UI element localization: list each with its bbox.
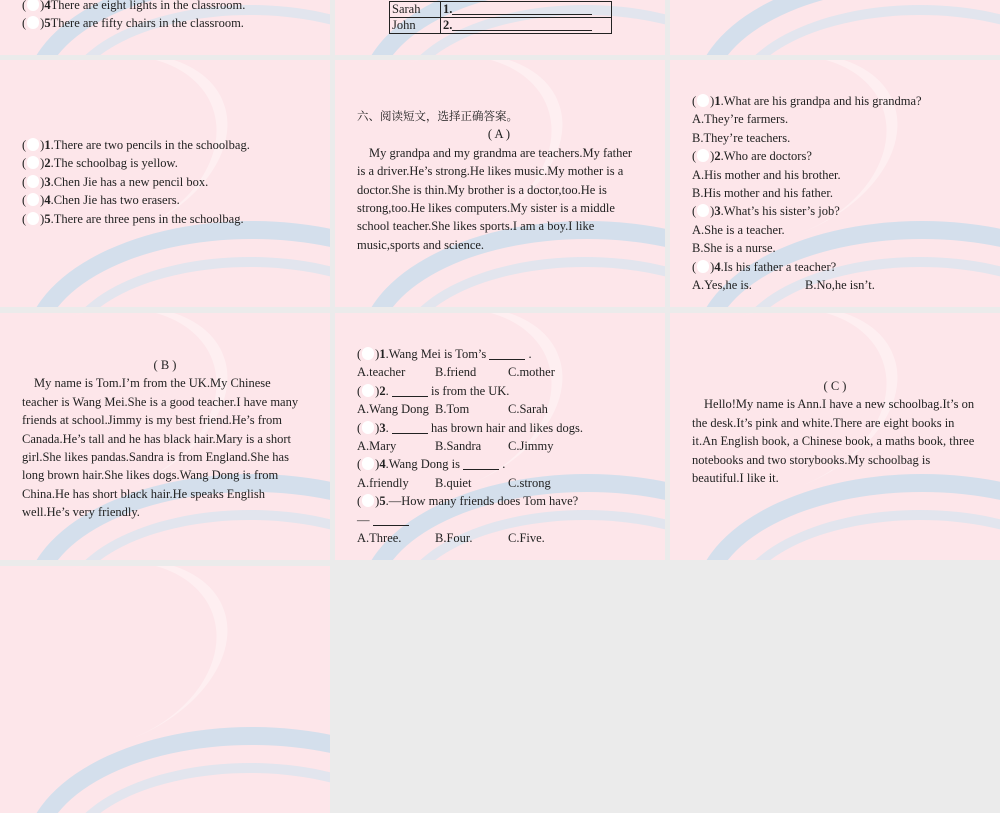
answer-table bbox=[389, 1, 612, 34]
slide-2 bbox=[335, 0, 665, 55]
question-text: . bbox=[502, 457, 506, 472]
item-number: 2 bbox=[44, 156, 51, 171]
question: ( )2.Who are doctors? bbox=[692, 149, 812, 164]
option-row bbox=[357, 363, 645, 381]
question-list bbox=[692, 92, 980, 294]
reading-section-c bbox=[692, 377, 978, 487]
fill-blank[interactable] bbox=[463, 457, 499, 470]
question-text: . bbox=[528, 347, 532, 361]
statement-item: ( )3.Chen Jie has a new pencil box. bbox=[22, 174, 209, 189]
option-a[interactable]: A.friendly bbox=[357, 475, 409, 490]
answer-blank[interactable] bbox=[697, 204, 709, 217]
statement-list bbox=[22, 136, 310, 228]
option-row bbox=[357, 400, 645, 418]
answer-blank[interactable] bbox=[27, 193, 39, 206]
item-number: 3 bbox=[379, 420, 386, 435]
slide-5 bbox=[335, 60, 665, 307]
question-text: . bbox=[385, 383, 389, 398]
item-number: 4 bbox=[44, 193, 51, 208]
statement-text: There are three pens in the schoolbag. bbox=[53, 211, 244, 226]
option-b[interactable]: B.Sandra bbox=[435, 439, 482, 454]
dash: — bbox=[357, 512, 370, 527]
question-text: .—How many friends does Tom have? bbox=[385, 494, 579, 509]
statement-item: ( )5.There are three pens in the schoolbag. bbox=[22, 211, 244, 226]
answer-blank[interactable] bbox=[362, 347, 374, 360]
question: ( )1.Wang Mei is Tom’s . bbox=[357, 347, 532, 361]
option-row bbox=[692, 276, 980, 294]
statement-list bbox=[22, 0, 310, 33]
question: ( )1.What are his grandpa and his grandma? bbox=[692, 94, 922, 108]
statement-item: ( )4There are eight lights in the classroom. bbox=[22, 0, 246, 12]
option-b[interactable]: B.Four. bbox=[435, 531, 473, 546]
slide-7 bbox=[0, 313, 330, 560]
reading-section-b bbox=[22, 356, 308, 522]
answer-blank[interactable] bbox=[27, 175, 39, 188]
fill-blank[interactable] bbox=[392, 384, 428, 397]
fill-blank[interactable] bbox=[392, 421, 428, 434]
question: ( )3. has brown hair and likes dogs. bbox=[357, 420, 584, 435]
item-number: 3 bbox=[44, 174, 51, 189]
statement-item: ( )2.The schoolbag is yellow. bbox=[22, 156, 178, 171]
option-a[interactable]: A.They’re farmers. bbox=[692, 112, 789, 127]
item-number: 4 bbox=[44, 0, 51, 12]
question-text: Wang Dong is bbox=[388, 457, 460, 472]
table-row bbox=[390, 2, 612, 18]
question-text: Is his father a teacher? bbox=[723, 259, 837, 274]
answer-blank[interactable] bbox=[362, 494, 374, 507]
option-b[interactable]: B.No,he isn’t. bbox=[805, 278, 875, 293]
option-row bbox=[357, 437, 645, 455]
item-number: 5 bbox=[44, 211, 51, 226]
answer-line[interactable] bbox=[452, 18, 592, 31]
question-text: What’s his sister’s job? bbox=[723, 204, 840, 219]
answer-line-row bbox=[357, 511, 645, 529]
option-row bbox=[357, 474, 645, 492]
option-b[interactable]: B.His mother and his father. bbox=[692, 186, 833, 201]
question-text: is from the UK. bbox=[430, 383, 510, 398]
question-text: Wang Mei is Tom’s bbox=[388, 347, 487, 361]
statement-text: Chen Jie has a new pencil box. bbox=[53, 174, 209, 189]
option-c[interactable]: C.Sarah bbox=[508, 402, 548, 417]
item-number: 1. bbox=[443, 2, 453, 16]
wave-decoration bbox=[670, 0, 925, 29]
option-b[interactable]: B.They’re teachers. bbox=[692, 130, 791, 145]
item-number: 4 bbox=[714, 259, 721, 274]
answer-blank[interactable] bbox=[697, 260, 709, 273]
option-a[interactable]: A.teacher bbox=[357, 365, 406, 380]
answer-blank[interactable] bbox=[697, 94, 709, 107]
option-b[interactable]: B.quiet bbox=[435, 475, 472, 490]
answer-blank[interactable] bbox=[362, 384, 374, 397]
slide-3 bbox=[670, 0, 1000, 55]
item-number: 5 bbox=[44, 16, 51, 31]
slide-9 bbox=[670, 313, 1000, 560]
answer-blank[interactable] bbox=[27, 138, 39, 151]
item-number: 2. bbox=[443, 18, 453, 32]
passage-text: Hello!My name is Ann.I have a new schoolbag.It’s on the desk.It’s pink and white.There are eight books in it.An English book, a Chinese book, a maths book, three notebooks and two storybooks.My schoolbag is beautiful.I like it. bbox=[692, 397, 975, 486]
option-c[interactable]: C.mother bbox=[508, 365, 555, 380]
option-b[interactable]: B.Tom bbox=[435, 402, 470, 417]
option-a[interactable]: A.Wang Dong bbox=[357, 402, 429, 417]
fill-blank[interactable] bbox=[489, 347, 525, 360]
question: ( )3.What’s his sister’s job? bbox=[692, 204, 840, 219]
item-number: 1 bbox=[44, 138, 51, 152]
reading-section-a bbox=[357, 107, 641, 254]
answer-blank[interactable] bbox=[697, 149, 709, 162]
slide-6 bbox=[670, 60, 1000, 307]
passage-label: ( A ) bbox=[487, 127, 511, 142]
option-c[interactable]: C.strong bbox=[508, 475, 551, 490]
table-cell-name: John bbox=[390, 18, 441, 34]
item-number: 4 bbox=[379, 457, 386, 472]
section-heading: 六、阅读短文，选择正确答案。 bbox=[357, 109, 518, 123]
statement-text: There are fifty chairs in the classroom. bbox=[50, 16, 244, 31]
answer-blank[interactable] bbox=[27, 156, 39, 169]
passage-text: My name is Tom.I’m from the UK.My Chinese teacher is Wang Mei.She is a good teacher.I have many friends at school.Jimmy is my best friend.He’s from Canada.He’s tall and he has black hair.Mary is a short girl.She likes pandas.Sandra is from England.She has long brown hair.She likes dogs.Wang Dong is from China.He has short black hair.He speaks English well.He’s very friendly. bbox=[22, 376, 299, 520]
question: ( )4.Wang Dong is . bbox=[357, 457, 506, 472]
option-a[interactable]: A.She is a teacher. bbox=[692, 222, 785, 237]
wave-decoration bbox=[0, 566, 255, 787]
item-number: 3 bbox=[714, 204, 721, 219]
slide-1 bbox=[0, 0, 330, 55]
fill-blank[interactable] bbox=[373, 513, 409, 526]
statement-item: ( )5There are fifty chairs in the classroom. bbox=[22, 16, 244, 31]
answer-blank[interactable] bbox=[27, 0, 39, 11]
answer-blank[interactable] bbox=[362, 457, 374, 470]
item-number: 2 bbox=[714, 149, 721, 164]
table-cell-name: Sarah bbox=[390, 2, 441, 18]
option-a[interactable]: A.His mother and his brother. bbox=[692, 167, 841, 182]
question: ( )2. is from the UK. bbox=[357, 383, 510, 398]
item-number: 1 bbox=[379, 347, 386, 361]
question: ( )4.Is his father a teacher? bbox=[692, 259, 837, 274]
table-cell-answer[interactable] bbox=[441, 2, 612, 18]
question-text: has brown hair and likes dogs. bbox=[430, 420, 584, 435]
slide-4 bbox=[0, 60, 330, 307]
statement-text: There are two pencils in the schoolbag. bbox=[53, 138, 250, 152]
option-a[interactable]: A.Three. bbox=[357, 531, 402, 546]
question: ( )5.—How many friends does Tom have? bbox=[357, 494, 579, 509]
table-cell-answer[interactable] bbox=[441, 18, 612, 34]
item-number: 2 bbox=[379, 383, 386, 398]
item-number: 1 bbox=[714, 94, 721, 108]
answer-blank[interactable] bbox=[27, 212, 39, 225]
passage-text: My grandpa and my grandma are teachers.My father is a driver.He’s strong.He likes music.My mother is a doctor.She is thin.My brother is a doctor,too.He is strong,too.He likes computers.My sister is a middle school teacher.She likes sports.I am a boy.I like music,sports and science. bbox=[357, 145, 633, 252]
passage-label: ( C ) bbox=[823, 379, 847, 393]
statement-text: There are eight lights in the classroom. bbox=[50, 0, 246, 12]
answer-blank[interactable] bbox=[362, 421, 374, 434]
passage-label: ( B ) bbox=[153, 358, 177, 372]
slide-8 bbox=[335, 313, 665, 560]
answer-line[interactable] bbox=[452, 2, 592, 15]
table-row bbox=[390, 18, 612, 34]
question-text: What are his grandpa and his grandma? bbox=[723, 94, 922, 108]
statement-item: ( )4.Chen Jie has two erasers. bbox=[22, 193, 180, 208]
option-c[interactable]: C.Jimmy bbox=[508, 439, 554, 454]
item-number: 5 bbox=[379, 494, 386, 509]
option-row bbox=[357, 529, 645, 547]
question-text: Who are doctors? bbox=[723, 149, 812, 164]
option-b[interactable]: B.friend bbox=[435, 365, 477, 380]
question-text: . bbox=[385, 420, 389, 435]
statement-text: The schoolbag is yellow. bbox=[53, 156, 178, 171]
statement-text: Chen Jie has two erasers. bbox=[53, 193, 180, 208]
slide-10 bbox=[0, 566, 330, 813]
option-a[interactable]: A.Yes,he is. bbox=[692, 278, 752, 293]
question-list bbox=[357, 345, 645, 547]
option-a[interactable]: A.Mary bbox=[357, 439, 397, 454]
answer-blank[interactable] bbox=[27, 16, 39, 29]
statement-item: ( )1.There are two pencils in the schoolbag. bbox=[22, 138, 250, 152]
option-b[interactable]: B.She is a nurse. bbox=[692, 241, 776, 256]
option-c[interactable]: C.Five. bbox=[508, 531, 545, 546]
